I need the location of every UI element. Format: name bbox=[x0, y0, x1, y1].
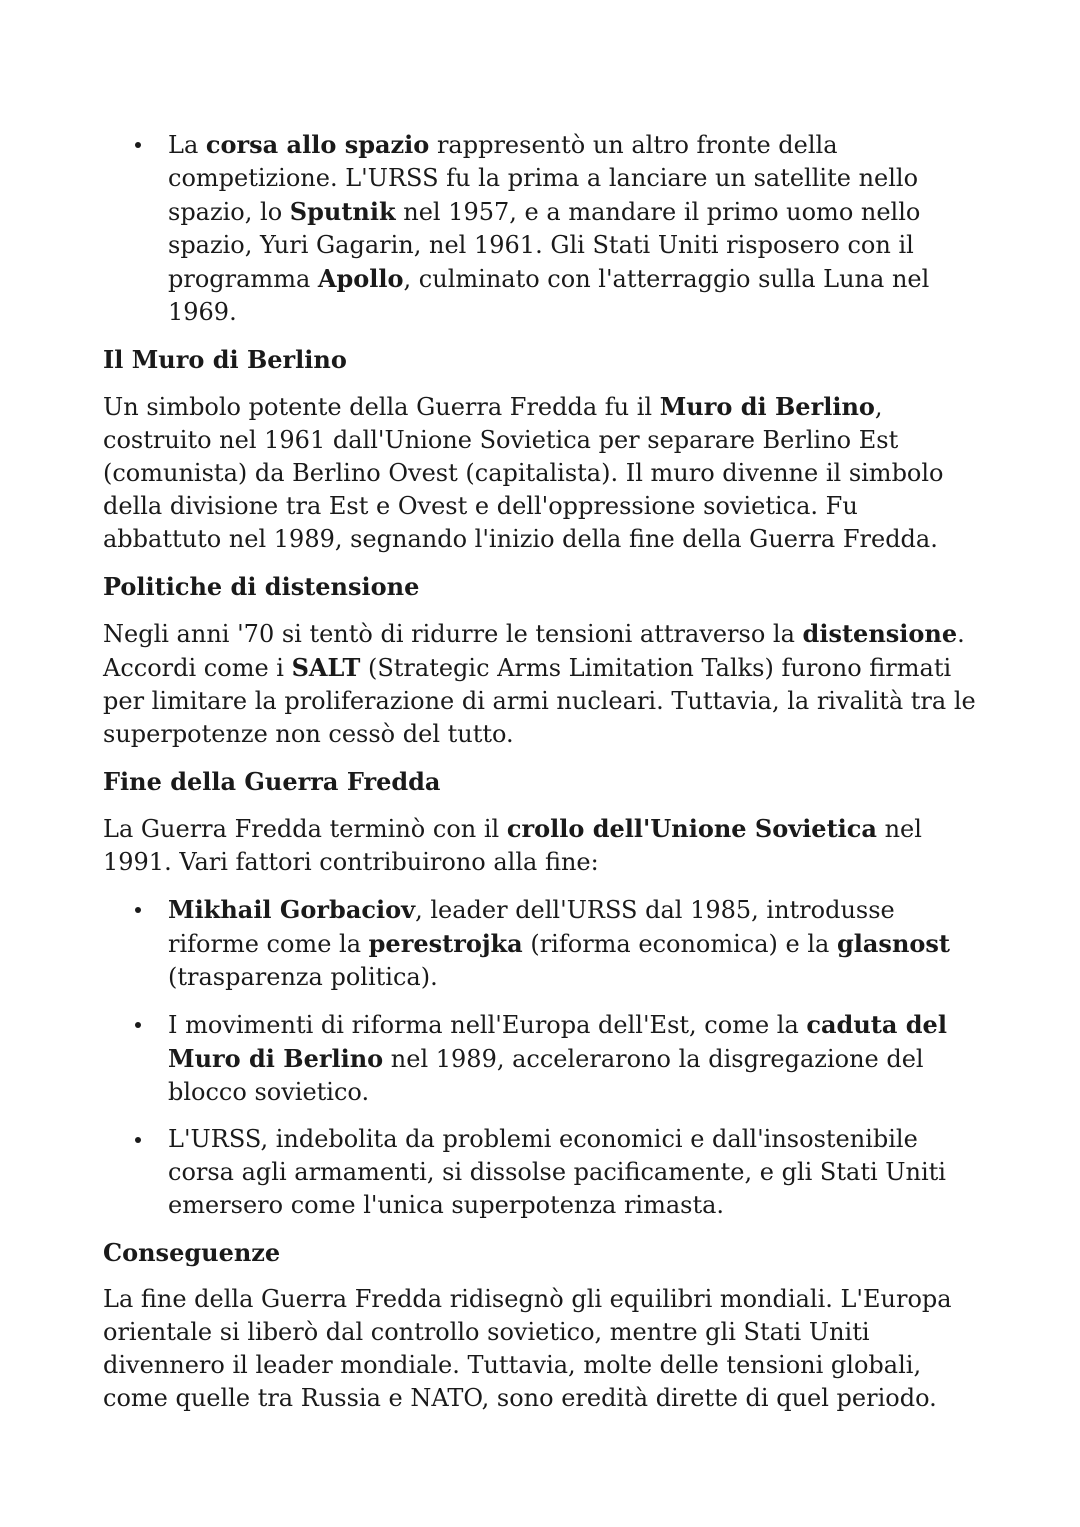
text-run: (Strategic Arms Limitation Talks) furono firmati per limitare la proliferazione di armi nucleari. Tuttavia, la rivalità tra le superpotenze non cessò del tutto. bbox=[103, 654, 976, 748]
body-paragraph bbox=[103, 1283, 983, 1415]
section-heading: Il Muro di Berlino bbox=[103, 345, 347, 374]
bold-term: crollo dell'Unione Sovietica bbox=[506, 814, 877, 843]
text-run: , culminato con l'atterraggio sulla Luna nel 1969. bbox=[168, 265, 930, 326]
text-run: (trasparenza politica). bbox=[168, 963, 438, 991]
list-item bbox=[103, 128, 983, 329]
bold-term: distensione bbox=[802, 619, 958, 648]
bold-term: glasnost bbox=[836, 929, 950, 958]
section-heading: Conseguenze bbox=[103, 1238, 281, 1267]
body-paragraph bbox=[103, 812, 983, 879]
bold-term: Sputnik bbox=[289, 197, 396, 226]
list-item bbox=[103, 1008, 983, 1109]
section-heading: Fine della Guerra Fredda bbox=[103, 767, 441, 796]
bold-term: Apollo bbox=[317, 264, 404, 293]
bold-term: corsa allo spazio bbox=[205, 130, 430, 159]
bullet-list bbox=[103, 128, 983, 329]
text-run: , costruito nel 1961 dall'Unione Sovietica per separare Berlino Est (comunista) da Berlino Ovest (capitalista). Il muro divenne il simbolo della divisione tra Est e Ovest e dell'oppressione sovietica. Fu abbattuto nel 1989, segnando l'inizio della fine della Guerra Fredda. bbox=[103, 393, 944, 553]
bullet-icon bbox=[135, 142, 141, 148]
bold-term: SALT bbox=[291, 653, 361, 682]
bullet-list bbox=[103, 893, 983, 1222]
text-run: nel 1957, e a mandare il primo uomo nello spazio, Yuri Gagarin, nel 1961. Gli Stati Uniti risposero con il programma bbox=[168, 198, 921, 293]
text-run: I movimenti di riforma nell'Europa dell'Est, come la bbox=[168, 1011, 807, 1039]
bold-term: Muro di Berlino bbox=[659, 392, 875, 421]
text-run: L'URSS, indebolita da problemi economici e dall'insostenibile corsa agli armamenti, si dissolse pacificamente, e gli Stati Uniti emersero come l'unica superpotenza rimasta. bbox=[168, 1125, 946, 1219]
bold-term: perestrojka bbox=[368, 929, 523, 958]
text-run: nel 1991. Vari fattori contribuirono alla fine: bbox=[103, 815, 922, 876]
bold-term: Mikhail Gorbaciov bbox=[168, 895, 416, 924]
bullet-icon bbox=[135, 1022, 141, 1028]
bullet-icon bbox=[135, 1137, 141, 1143]
document-body bbox=[103, 128, 983, 1429]
text-run: rappresentò un altro fronte della competizione. L'URSS fu la prima a lanciare un satellite nello spazio, lo bbox=[168, 131, 919, 226]
text-run: nel 1989, accelerarono la disgregazione del blocco sovietico. bbox=[168, 1045, 924, 1106]
text-run: La bbox=[168, 131, 206, 159]
text-run: . Accordi come i bbox=[103, 620, 965, 682]
bullet-icon bbox=[135, 907, 141, 913]
list-item bbox=[103, 893, 983, 994]
body-paragraph bbox=[103, 617, 983, 751]
bold-term: caduta del Muro di Berlino bbox=[168, 1010, 947, 1073]
section-heading: Politiche di distensione bbox=[103, 572, 420, 601]
list-item bbox=[103, 1123, 983, 1222]
text-run: La fine della Guerra Fredda ridisegnò gli equilibri mondiali. L'Europa orientale si liberò dal controllo sovietico, mentre gli Stati Uniti divennero il leader mondiale. Tuttavia, molte delle tensioni globali, come quelle tra Russia e NATO, sono eredità dirette di quel periodo. bbox=[103, 1285, 952, 1412]
text-run: Negli anni '70 si tentò di ridurre le tensioni attraverso la bbox=[103, 620, 803, 648]
body-paragraph bbox=[103, 390, 983, 556]
text-run: Un simbolo potente della Guerra Fredda fu il bbox=[103, 393, 660, 421]
text-run: (riforma economica) e la bbox=[522, 930, 837, 958]
text-run: La Guerra Fredda terminò con il bbox=[103, 815, 507, 843]
text-run: , leader dell'URSS dal 1985, introdusse riforme come la bbox=[168, 896, 895, 958]
